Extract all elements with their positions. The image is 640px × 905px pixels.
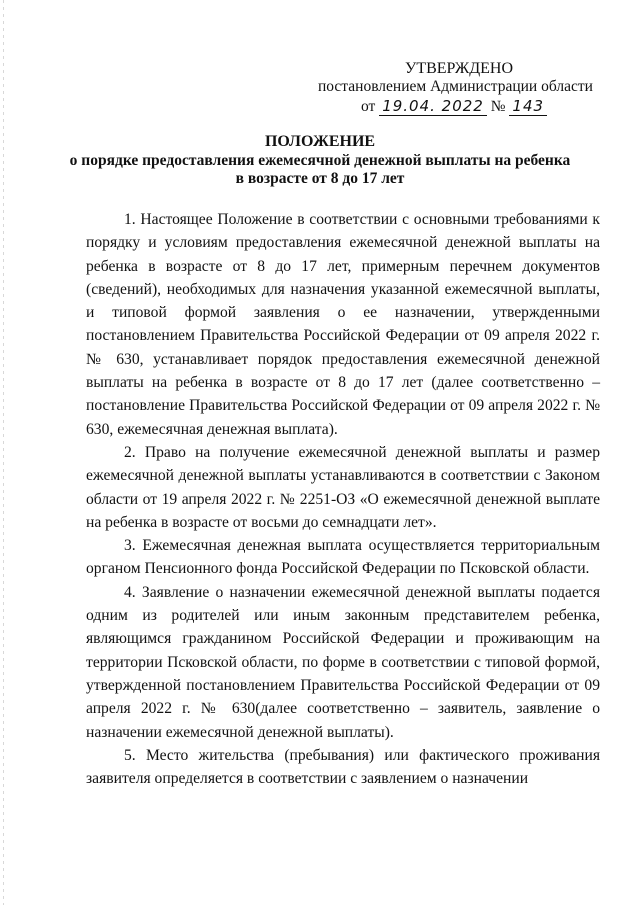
approval-issuer: постановлением Администрации области: [318, 78, 593, 95]
paragraph-5: 5. Место жительства (пребывания) или фактического проживания заявителя определяется в соответствии с заявлением о назначении: [86, 746, 600, 788]
paragraph-3: 3. Ежемесячная денежная выплата осуществляется территориальным органом Пенсионного фонда Российской Федерации по Псковской области.: [86, 537, 600, 578]
paragraph-2: 2. Право на получение ежемесячной денежной выплаты и размер ежемесячной денежной выплаты устанавливаются в соответствии с Законом области от 19 апреля 2022 г. № 2251-ОЗ «О ежемесячной денежной выплате на ребенка в возрасте от восьми до семнадцати лет».: [86, 443, 600, 531]
approval-date: 19.04. 2022: [379, 97, 487, 116]
paragraph-1: 1. Настоящее Положение в соответствии с основными требованиями к порядку и условиям предоставления ежемесячной денежной выплаты на ребенка в возрасте от 8 до 17 лет, примерным перечнем документов (сведений), необходимых для назначения указанной ежемесячной выплаты, и типовой формой заявления о ее назначении, утвержденными постановлением Правительства Российской Федерации от 09 апреля 2022 г. № 630, устанавливает порядок предоставления ежемесячной денежной выплаты на ребенка в возрасте от 8 до 17 лет (далее соответственно – постановление Правительства Российской Федерации от 09 апреля 2022 г. № 630, ежемесячная денежная выплата).: [86, 211, 600, 438]
document-subtitle-line1: о порядке предоставления ежемесячной денежной выплаты на ребенка: [69, 152, 571, 169]
scan-edge-artifact: [3, 0, 4, 905]
document-title: ПОЛОЖЕНИЕ: [264, 133, 376, 150]
approval-dateline: [318, 97, 598, 116]
number-prefix: №: [490, 98, 506, 115]
approval-title: УТВЕРЖДЕНО: [405, 60, 514, 77]
approval-number: 143: [509, 97, 547, 116]
approval-block: [318, 60, 598, 116]
document-subtitle-line2: в возрасте от 8 до 17 лет: [235, 170, 405, 187]
document-body: [86, 208, 600, 790]
document-heading: [40, 133, 600, 188]
date-prefix: от: [361, 98, 376, 115]
paragraph-4: 4. Заявление о назначении ежемесячной денежной выплаты подается одним из родителей или иным законным представителем ребенка, являющимся гражданином Российской Федерации и проживающим на территории Псковской области, по форме в соответствии с типовой формой, утвержденной постановлением Правительства Российской Федерации от 09 апреля 2022 г. № 630(далее соответственно – заявитель, заявление о назначении ежемесячной денежной выплаты).: [86, 583, 600, 741]
